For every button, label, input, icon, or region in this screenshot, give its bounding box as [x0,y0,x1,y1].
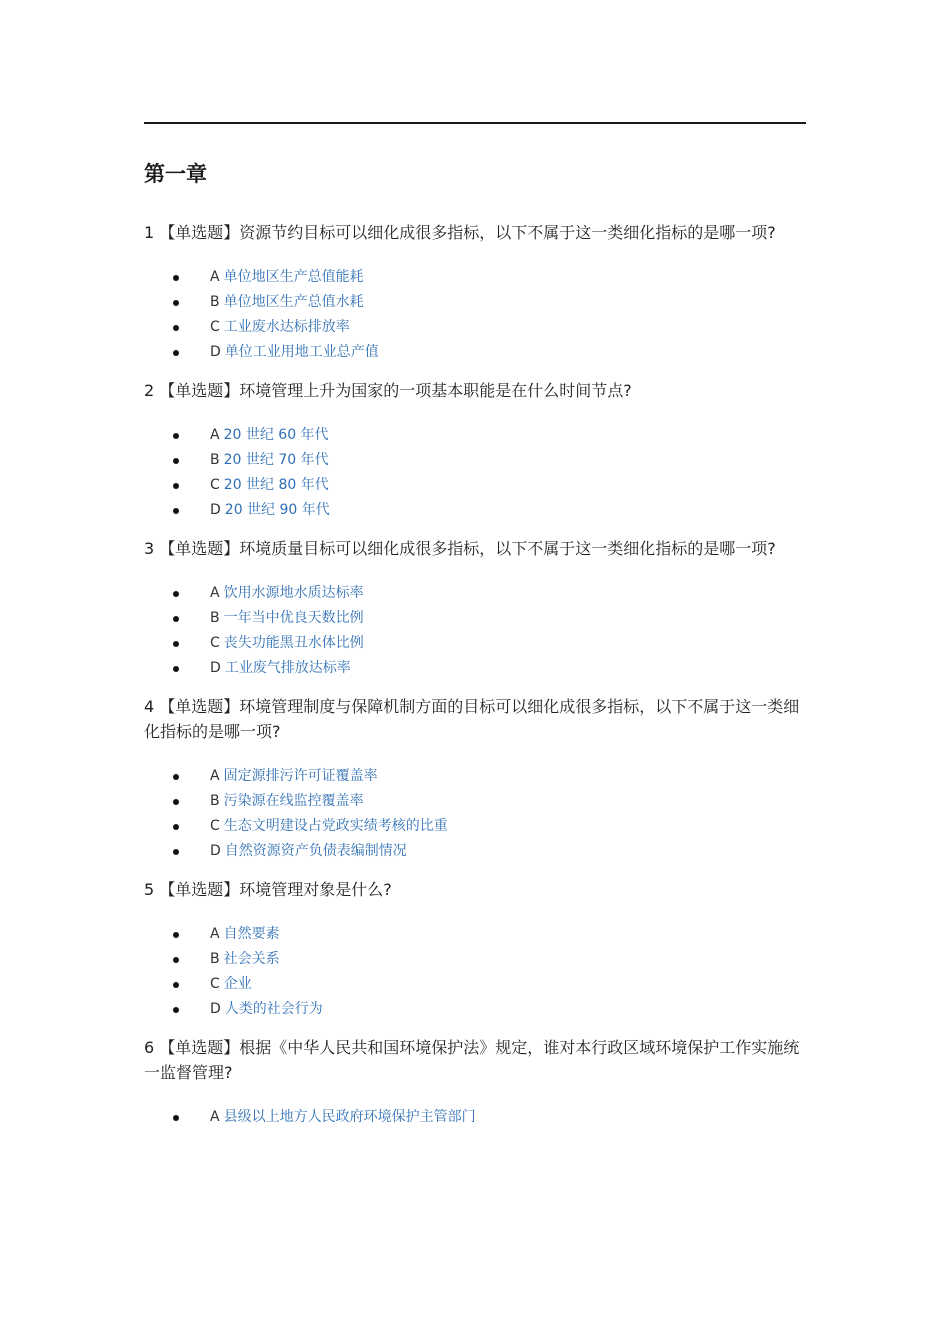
option-text[interactable]: 饮用水源地水质达标率 [223,585,364,601]
question-list [144,220,806,1143]
bullet-icon [173,508,179,514]
option-text[interactable]: 单位地区生产总值能耗 [223,269,364,285]
option-letter: C [210,477,220,493]
option-text[interactable]: 工业废水达标排放率 [223,319,350,335]
option-letter: D [210,843,221,859]
bullet-icon [173,1115,179,1121]
option-b[interactable] [144,448,806,473]
question-text: 1 【单选题】资源节约目标可以细化成很多指标，以下不属于这一类细化指标的是哪一项? [144,223,776,242]
option-text[interactable]: 工业废气排放达标率 [224,660,351,676]
bullet-icon [173,433,179,439]
option-text[interactable]: 20 世纪 90 年代 [224,502,330,518]
bullet-icon [173,932,179,938]
option-a[interactable] [144,423,806,448]
option-list [144,764,806,864]
bullet-icon [173,799,179,805]
bullet-icon [173,616,179,622]
option-d[interactable] [144,839,806,864]
option-text[interactable]: 生态文明建设占党政实绩考核的比重 [223,818,448,834]
bullet-icon [173,641,179,647]
option-letter: A [210,1109,220,1125]
question-text: 5 【单选题】环境管理对象是什么? [144,880,392,899]
bullet-icon [173,591,179,597]
bullet-icon [173,774,179,780]
bullet-icon [173,325,179,331]
option-d[interactable] [144,498,806,523]
option-letter: C [210,976,220,992]
question-2 [144,378,806,523]
option-letter: B [210,951,220,967]
question-text: 6 【单选题】根据《中华人民共和国环境保护法》规定，谁对本行政区域环境保护工作实施统一监督管理? [144,1038,800,1082]
option-a[interactable] [144,764,806,789]
option-text[interactable]: 20 世纪 60 年代 [223,427,329,443]
option-c[interactable] [144,473,806,498]
bullet-icon [173,849,179,855]
option-letter: C [210,818,220,834]
option-a[interactable] [144,922,806,947]
option-list [144,1105,806,1130]
question-4 [144,694,806,864]
option-text[interactable]: 20 世纪 80 年代 [223,477,329,493]
option-b[interactable] [144,789,806,814]
option-letter: D [210,1001,221,1017]
option-d[interactable] [144,340,806,365]
option-text[interactable]: 自然要素 [223,926,280,942]
question-text: 2 【单选题】环境管理上升为国家的一项基本职能是在什么时间节点? [144,381,632,400]
option-a[interactable] [144,265,806,290]
bullet-icon [173,275,179,281]
question-3 [144,536,806,681]
option-c[interactable] [144,315,806,340]
option-letter: A [210,768,220,784]
option-c[interactable] [144,814,806,839]
option-text[interactable]: 20 世纪 70 年代 [223,452,329,468]
option-letter: A [210,269,220,285]
option-c[interactable] [144,631,806,656]
option-text[interactable]: 固定源排污许可证覆盖率 [223,768,378,784]
option-letter: D [210,344,221,360]
option-letter: A [210,427,220,443]
option-a[interactable] [144,1105,806,1130]
bullet-icon [173,300,179,306]
option-list [144,423,806,523]
option-letter: C [210,635,220,651]
question-text: 4 【单选题】环境管理制度与保障机制方面的目标可以细化成很多指标，以下不属于这一类细化指标的是哪一项? [144,697,800,741]
bullet-icon [173,666,179,672]
option-letter: B [210,452,220,468]
option-b[interactable] [144,290,806,315]
option-text[interactable]: 一年当中优良天数比例 [223,610,364,626]
option-text[interactable]: 单位地区生产总值水耗 [223,294,364,310]
question-6 [144,1035,806,1130]
option-b[interactable] [144,606,806,631]
chapter-title: 第一章 [144,162,207,186]
option-list [144,265,806,365]
bullet-icon [173,458,179,464]
bullet-icon [173,957,179,963]
question-5 [144,877,806,1022]
option-text[interactable]: 县级以上地方人民政府环境保护主管部门 [223,1109,476,1125]
option-text[interactable]: 企业 [223,976,252,992]
bullet-icon [173,350,179,356]
option-d[interactable] [144,656,806,681]
option-letter: D [210,660,221,676]
option-text[interactable]: 自然资源资产负债表编制情况 [224,843,407,859]
option-text[interactable]: 单位工业用地工业总产值 [224,344,379,360]
option-letter: D [210,502,221,518]
top-divider [144,122,806,124]
option-a[interactable] [144,581,806,606]
option-text[interactable]: 丧失功能黑丑水体比例 [223,635,364,651]
option-d[interactable] [144,997,806,1022]
option-text[interactable]: 社会关系 [223,951,280,967]
bullet-icon [173,982,179,988]
option-list [144,581,806,681]
option-letter: A [210,585,220,601]
option-letter: B [210,610,220,626]
option-letter: B [210,793,220,809]
option-list [144,922,806,1022]
option-c[interactable] [144,972,806,997]
question-1 [144,220,806,365]
option-text[interactable]: 污染源在线监控覆盖率 [223,793,364,809]
bullet-icon [173,483,179,489]
question-text: 3 【单选题】环境质量目标可以细化成很多指标，以下不属于这一类细化指标的是哪一项? [144,539,776,558]
bullet-icon [173,824,179,830]
option-b[interactable] [144,947,806,972]
option-text[interactable]: 人类的社会行为 [224,1001,323,1017]
option-letter: C [210,319,220,335]
bullet-icon [173,1007,179,1013]
option-letter: B [210,294,220,310]
option-letter: A [210,926,220,942]
